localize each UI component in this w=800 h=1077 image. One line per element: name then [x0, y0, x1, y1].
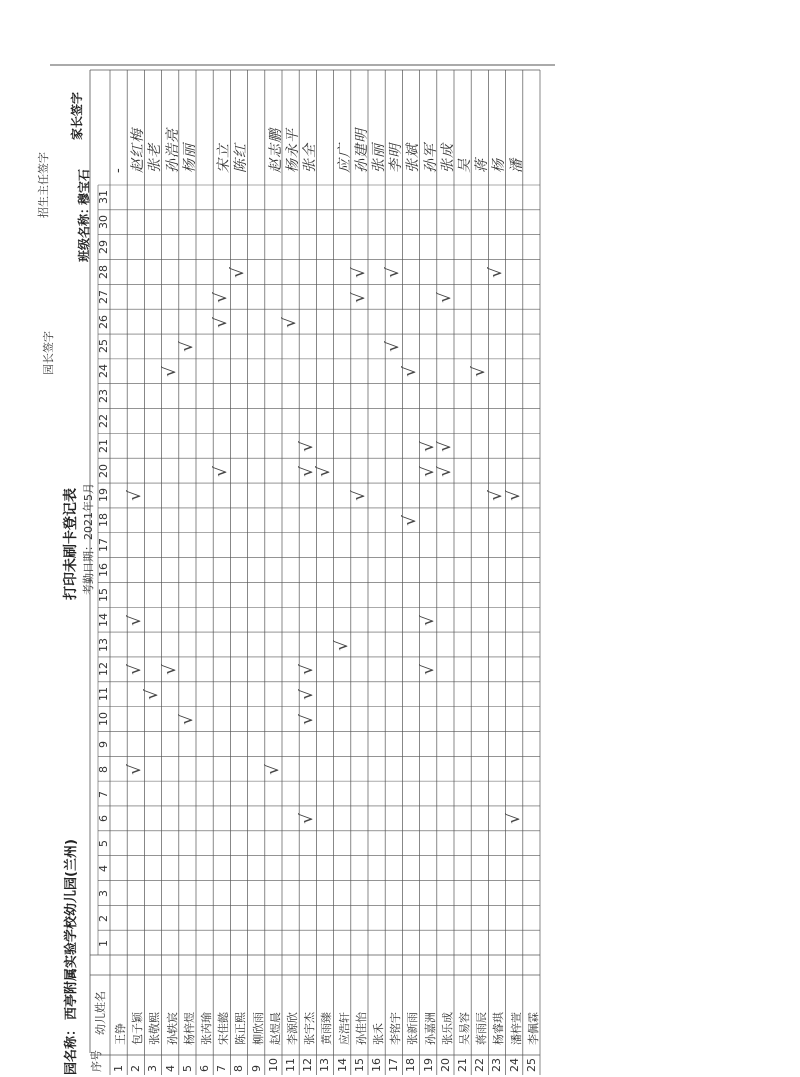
attendance-check-mark: √ — [503, 813, 524, 825]
attendance-check-mark: √ — [280, 316, 300, 328]
row-number: 7 — [215, 1065, 229, 1072]
row-number: 19 — [421, 1058, 435, 1072]
child-name: 孙轶宸 — [165, 1012, 179, 1045]
attendance-check-mark: √ — [228, 267, 249, 278]
parent-signature: 吴 — [457, 158, 473, 173]
attendance-check-mark: √ — [434, 440, 455, 452]
row-number: 14 — [335, 1058, 349, 1072]
date-value: 2021年5月 — [82, 483, 95, 540]
child-name: 黄雨臻 — [320, 1012, 334, 1045]
attendance-check-mark: √ — [469, 366, 490, 378]
attendance-check-mark: √ — [125, 490, 146, 502]
parent-signature: 陈红 — [233, 143, 250, 173]
seq-column-header: 序号 — [90, 1050, 103, 1072]
school-label: 园名称： — [64, 1022, 79, 1075]
attendance-check-mark: √ — [211, 465, 232, 477]
parent-signature: 张老 — [147, 143, 164, 173]
attendance-check-mark: √ — [297, 440, 318, 452]
day-header-5: 5 — [97, 840, 110, 848]
attendance-check-mark: √ — [142, 689, 163, 701]
day-header-14: 14 — [97, 612, 110, 627]
child-name: 赵煜晨 — [268, 1012, 282, 1045]
row-number: 9 — [249, 1065, 263, 1072]
child-name: 王铮 — [114, 1023, 127, 1045]
attendance-check-mark: √ — [297, 813, 318, 825]
parent-signature: - — [110, 167, 126, 173]
attendance-check-mark: √ — [486, 490, 507, 502]
day-header-30: 30 — [97, 215, 110, 230]
day-header-7: 7 — [97, 790, 110, 798]
row-number: 6 — [198, 1065, 211, 1072]
attendance-check-mark: √ — [314, 465, 335, 477]
attendance-check-mark: √ — [125, 614, 146, 626]
row-number: 25 — [524, 1058, 538, 1072]
child-name: 孙嘉洲 — [423, 1012, 437, 1045]
attendance-check-mark: √ — [400, 515, 421, 527]
parent-signature: 张全 — [302, 143, 319, 173]
child-name: 杨睿琪 — [492, 1012, 506, 1045]
day-header-28: 28 — [97, 264, 110, 279]
child-name: 包子颖 — [131, 1012, 145, 1045]
attendance-check-mark: √ — [434, 465, 455, 477]
parent-signature: 应广 — [336, 143, 353, 173]
attendance-check-mark: √ — [348, 490, 369, 502]
day-header-2: 2 — [97, 914, 110, 922]
attendance-check-mark: √ — [176, 341, 197, 353]
day-header-17: 17 — [97, 538, 110, 553]
row-number: 20 — [438, 1058, 452, 1072]
child-name: 潘梓萱 — [509, 1012, 523, 1045]
day-header-10: 10 — [97, 712, 110, 727]
class-label: 班级名称： — [77, 201, 91, 262]
row-number: 24 — [507, 1058, 521, 1072]
day-header-13: 13 — [97, 637, 110, 652]
attendance-check-mark: √ — [417, 614, 438, 626]
parent-signature: 潘 — [508, 158, 525, 173]
row-number: 12 — [301, 1058, 315, 1072]
row-number: 1 — [112, 1065, 125, 1072]
row-number: 17 — [387, 1058, 401, 1072]
attendance-check-mark: √ — [383, 267, 404, 278]
child-name: 李源欣 — [286, 1012, 299, 1045]
parent-signature: 李明 — [388, 143, 405, 173]
row-number: 5 — [180, 1065, 194, 1072]
day-header-21: 21 — [97, 438, 110, 453]
day-header-25: 25 — [97, 339, 110, 354]
parent-signature: 赵志鹏 — [267, 128, 284, 173]
attendance-check-mark: √ — [297, 664, 318, 676]
parent-signature: 孙军 — [422, 143, 439, 173]
attendance-check-mark: √ — [211, 316, 232, 328]
principal-sign-label: 园长签字 — [42, 331, 55, 375]
child-name: 宋佳懿 — [217, 1012, 231, 1045]
attendance-check-mark: √ — [159, 664, 180, 676]
day-header-24: 24 — [97, 364, 110, 379]
row-number: 10 — [266, 1058, 280, 1072]
parent-signature: 宋立 — [216, 143, 233, 173]
parent-signature: 赵红梅 — [130, 128, 147, 173]
day-header-22: 22 — [97, 413, 110, 428]
attendance-check-mark: √ — [417, 465, 438, 477]
attendance-check-mark: √ — [348, 267, 369, 278]
attendance-check-mark: √ — [262, 763, 283, 775]
day-header-4: 4 — [97, 865, 110, 873]
parent-signature: 张斌 — [405, 143, 422, 173]
child-name: 张宇杰 — [303, 1012, 317, 1045]
parent-signature: 杨丽 — [181, 143, 198, 173]
sheet-title: 打印未刷卡登记表 — [63, 488, 79, 600]
day-header-27: 27 — [97, 289, 110, 304]
child-name: 吴易容 — [458, 1012, 471, 1045]
day-header-20: 20 — [97, 463, 110, 478]
attendance-check-mark: √ — [125, 763, 146, 775]
attendance-check-mark: √ — [348, 291, 369, 303]
child-name: 李佩霖 — [526, 1012, 540, 1045]
attendance-check-mark: √ — [417, 664, 438, 676]
day-header-1: 1 — [97, 939, 110, 947]
attendance-check-mark: √ — [159, 366, 180, 378]
child-name: 张禾 — [372, 1023, 385, 1045]
child-name: 柳欣雨 — [251, 1012, 265, 1045]
day-header-3: 3 — [97, 889, 110, 897]
parent-signature: 蒋 — [474, 158, 491, 173]
parent-sign-column-header: 家长签字 — [70, 91, 84, 140]
row-number: 18 — [404, 1058, 418, 1072]
attendance-check-mark: √ — [331, 639, 352, 651]
name-column-header: 幼儿姓名 — [94, 991, 107, 1035]
child-name: 应浩轩 — [337, 1012, 351, 1045]
attendance-check-mark: √ — [486, 267, 507, 278]
row-number: 16 — [370, 1058, 383, 1072]
day-header-18: 18 — [97, 513, 110, 528]
day-header-11: 11 — [97, 687, 110, 702]
day-header-16: 16 — [97, 563, 110, 577]
child-name: 张敬熙 — [148, 1012, 162, 1045]
attendance-check-mark: √ — [297, 465, 318, 477]
attendance-check-mark: √ — [211, 291, 232, 303]
day-header-6: 6 — [97, 815, 110, 823]
attendance-check-mark: √ — [417, 440, 438, 452]
attendance-check-mark: √ — [383, 341, 404, 353]
day-header-9: 9 — [97, 740, 110, 748]
row-number: 11 — [284, 1058, 297, 1072]
attendance-check-mark: √ — [400, 366, 421, 378]
day-header-31: 31 — [97, 190, 110, 205]
parent-signature: 杨 — [491, 158, 508, 173]
child-name: 张乐成 — [440, 1012, 454, 1045]
class-value: 穆宝石 — [77, 168, 91, 205]
child-name: 李铭宇 — [389, 1012, 403, 1045]
parent-signature: 孙浩亮 — [164, 128, 181, 173]
child-name: 张新雨 — [406, 1012, 420, 1045]
child-name: 杨梓煜 — [182, 1012, 196, 1045]
row-number: 4 — [163, 1065, 177, 1072]
day-header-23: 23 — [97, 389, 110, 404]
day-header-15: 15 — [97, 587, 110, 602]
row-number: 3 — [146, 1065, 160, 1072]
child-name: 陈正熙 — [234, 1012, 248, 1045]
day-header-26: 26 — [97, 314, 110, 329]
parent-signature: 孙建明 — [353, 128, 370, 173]
date-label: 考勤日期： — [82, 540, 95, 595]
child-name: 蒋雨辰 — [475, 1012, 489, 1045]
attendance-check-mark: √ — [297, 689, 318, 701]
attendance-check-mark: √ — [125, 664, 146, 676]
row-number: 23 — [490, 1058, 504, 1072]
attendance-check-mark: √ — [176, 714, 197, 725]
attendance-check-mark: √ — [503, 490, 524, 502]
row-number: 2 — [129, 1065, 143, 1072]
attendance-check-mark: √ — [297, 714, 318, 725]
day-header-29: 29 — [97, 240, 110, 255]
parent-signature: 杨永平 — [285, 128, 301, 173]
row-number: 15 — [352, 1058, 366, 1072]
row-number: 8 — [232, 1065, 246, 1072]
day-header-19: 19 — [97, 488, 110, 503]
child-name: 孙佳怡 — [354, 1012, 368, 1045]
school-value: 西亭附属实验学校幼儿园(兰州) — [64, 839, 79, 1020]
child-name: 张芮瑜 — [200, 1012, 213, 1045]
attendance-check-mark: √ — [434, 291, 455, 303]
day-header-8: 8 — [97, 765, 110, 773]
row-number: 13 — [318, 1058, 332, 1072]
row-number: 21 — [456, 1058, 469, 1072]
row-number: 22 — [473, 1058, 487, 1072]
parent-signature: 张成 — [439, 143, 456, 173]
day-header-12: 12 — [97, 662, 110, 677]
parent-signature: 张丽 — [371, 143, 387, 173]
admissions-sign-label: 招生主任签字 — [37, 152, 50, 218]
